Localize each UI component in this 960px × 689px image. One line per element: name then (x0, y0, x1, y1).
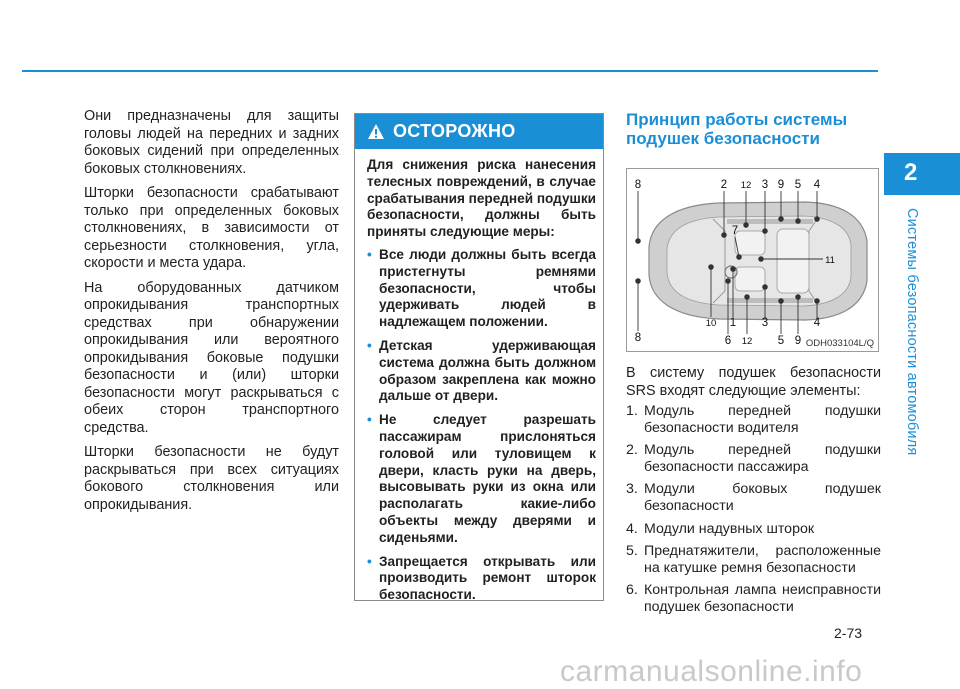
callout-4-bottom: 4 (813, 317, 821, 329)
item-number: 3. (626, 481, 638, 498)
callout-11: 11 (825, 255, 835, 266)
item-number: 2. (626, 442, 638, 459)
paragraph: Шторки безопасности не будут раскрываться при всех ситуациях бокового столкновения или опрокидывания. (84, 444, 339, 513)
callout-3-top: 3 (761, 179, 769, 191)
callout-3-bottom: 3 (761, 317, 769, 329)
warning-item (367, 412, 596, 546)
list-item (626, 481, 881, 514)
warning-body (355, 149, 603, 604)
item-text: Преднатяжители, расположенные на катушке ремня безопасности (644, 543, 881, 576)
chapter-number: 2 (904, 159, 918, 186)
callout-5-top: 5 (794, 179, 802, 191)
bullet-icon: • (367, 337, 372, 353)
callout-9-bottom: 9 (794, 335, 802, 347)
list-item (626, 582, 881, 615)
warning-intro: Для снижения риска нанесения телесных повреждений, в случае срабатывания передней подушки безопасности, должны быть приняты следующие меры: (367, 157, 597, 240)
paragraph: Шторки безопасности срабатывают только при определенных боковых столкновениях, в зависимости от серьезности столкновения, угла, скорости и места удара. (84, 185, 339, 271)
list-item (626, 442, 881, 475)
item-text: Модули надувных шторок (644, 520, 815, 537)
item-text: Модуль передней подушки безопасности пассажира (644, 442, 881, 475)
callout-12-bottom: 12 (741, 336, 753, 347)
item-number: 6. (626, 582, 638, 599)
warning-title: ОСТОРОЖНО (393, 121, 516, 141)
paragraph: На оборудованных датчиком опрокидывания транспортных средствах при обнаружении опрокидывания или вероятного опрокидывания боковые подушки безопасности и (или) шторки безопасности могут раскрываться с обеих сторон транспортного средства. (84, 279, 339, 436)
component-list (626, 403, 881, 622)
chapter-title: Системы безопасности автомобиля (904, 208, 920, 456)
section-title: Принцип работы системы подушек безопасности (626, 110, 848, 148)
warning-item-text: Детская удерживающая система должна быть должном образом закреплена как можно дальше от двери. (379, 337, 596, 404)
page-number: 2-73 (834, 625, 863, 641)
callout-4-top: 4 (813, 179, 821, 191)
chapter-tab[interactable] (884, 153, 960, 195)
callout-6: 6 (724, 335, 732, 347)
callout-8-top: 8 (634, 179, 642, 191)
bullet-icon: • (367, 553, 372, 569)
callout-7: 7 (731, 225, 739, 237)
callout-2: 2 (720, 179, 728, 191)
bullet-icon: • (367, 246, 372, 262)
callout-10: 10 (705, 318, 717, 329)
warning-item-text: Все люди должны быть всегда пристегнуты ремнями безопасности, чтобы удерживать людей в надлежащем положении. (379, 246, 596, 330)
callout-5-bottom: 5 (777, 335, 785, 347)
list-item (626, 543, 881, 576)
warning-item (367, 338, 596, 405)
bullet-icon: • (367, 412, 372, 428)
airbag-diagram (626, 168, 879, 352)
item-text: Модули боковых подушек безопасности (644, 481, 881, 514)
warning-item-text: Не следует разрешать пассажирам прислоняться головой или туловищем к двери, класть руки на дверь, высовывать руки из окна или располагать какие-либо объекты между дверями и сиденьями. (379, 412, 596, 545)
callout-9-top: 9 (777, 179, 785, 191)
callout-1: 1 (729, 317, 737, 329)
warning-box (354, 113, 604, 601)
system-intro: В систему подушек безопасности SRS входят следующие элементы: (626, 365, 881, 399)
item-number: 4. (626, 520, 638, 537)
warning-item (367, 554, 596, 604)
intro-column (84, 108, 339, 521)
callout-12-top: 12 (740, 180, 752, 191)
car-airbag-illustration (627, 169, 878, 351)
watermark: carmanualsonline.info (560, 655, 863, 688)
paragraph: Они предназначены для защиты головы людей на передних и задних боковых сидений при определенных боковых столкновениях. (84, 108, 339, 177)
warning-list (367, 247, 596, 604)
warning-item-text: Запрещается открывать или производить ремонт шторок безопасности. (379, 553, 596, 603)
warning-item (367, 247, 596, 331)
list-item (626, 521, 881, 538)
warning-triangle-icon (367, 123, 385, 141)
item-text: Модуль передней подушки безопасности водителя (644, 403, 881, 436)
header-rule (22, 70, 878, 72)
figure-code: ODH033104L/Q (805, 338, 874, 349)
warning-header (355, 114, 603, 149)
item-number: 5. (626, 543, 638, 560)
item-number: 1. (626, 403, 638, 419)
item-text: Контрольная лампа неисправности подушек безопасности (644, 582, 881, 615)
callout-8-bottom: 8 (634, 332, 642, 344)
list-item (626, 403, 881, 436)
